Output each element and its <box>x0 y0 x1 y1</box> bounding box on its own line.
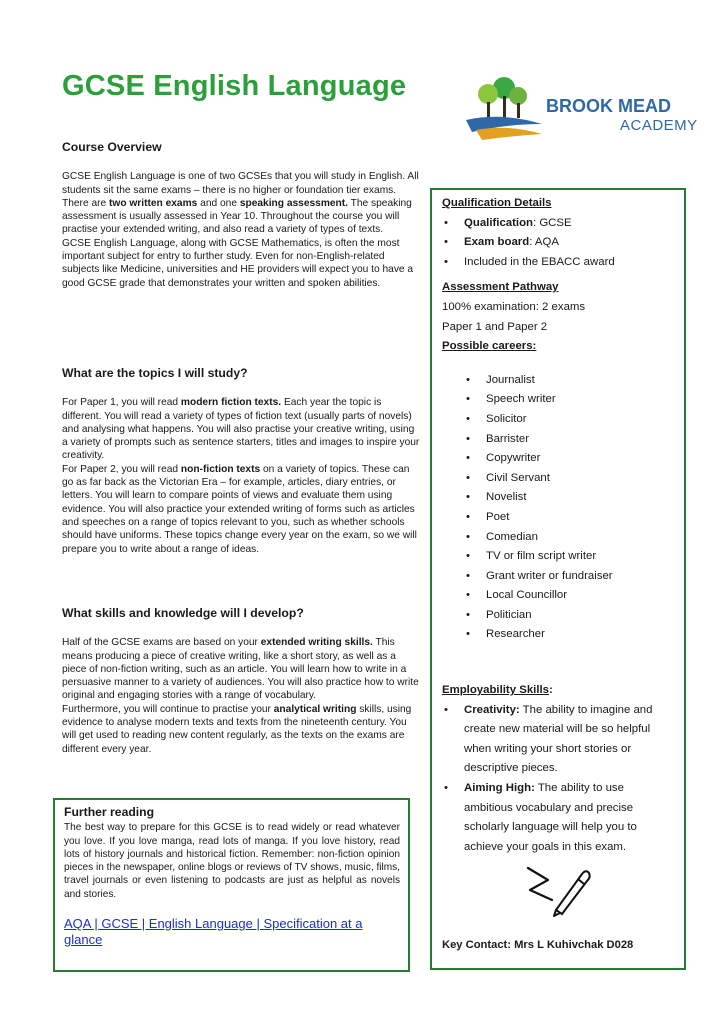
section-heading: What skills and knowledge will I develop? <box>62 606 304 620</box>
employability-list <box>442 701 684 858</box>
section-heading: Course Overview <box>62 140 162 154</box>
list-item: • Aiming High: The ability to use ambitious vocabulary and precise scholarly language will help you to achieve your goals in this exam. <box>442 779 672 857</box>
list-item: • Journalist <box>464 371 684 391</box>
careers-list <box>442 371 684 645</box>
page-title: GCSE English Language <box>62 70 407 102</box>
paragraph: GCSE English Language, along with GCSE Mathematics, is often the most important subject for entry to further study. Even for non-English-related subjects like Medicine, universities and HE providers will expect you to have a good GCSE grade that demonstrates your written and spoken abilities. <box>62 237 414 289</box>
paragraph: There are two written exams and one speaking assessment. The speaking assessment is usually assessed in Year 10. Throughout the course you will practise your extended writing, and also read a variety of types of texts. <box>62 197 412 236</box>
section-heading: What are the topics I will study? <box>62 366 248 380</box>
topics-section <box>62 367 420 556</box>
list-item: • Poet <box>464 508 684 528</box>
list-item: • Barrister <box>464 430 684 450</box>
careers-heading: Possible careers: <box>442 340 537 353</box>
employability-heading: Employability Skills: <box>442 684 553 697</box>
list-item: • Exam board: AQA <box>442 233 684 253</box>
list-item: • Copywriter <box>464 449 684 469</box>
list-item: • Comedian <box>464 528 684 548</box>
school-logo <box>462 74 702 144</box>
further-reading-heading: Further reading <box>64 805 155 819</box>
list-item: • TV or film script writer <box>464 547 684 567</box>
further-reading-box <box>53 798 410 972</box>
tree-logo-icon <box>462 74 546 144</box>
qualification-heading: Qualification Details <box>442 197 552 209</box>
list-item: • Creativity: The ability to imagine and create new material will be so helpful when writing your short stories or descriptive pieces. <box>442 701 672 779</box>
list-item: • Local Councillor <box>464 586 684 606</box>
assessment-line: Paper 1 and Paper 2 <box>442 320 548 333</box>
pen-writing-icon <box>522 860 592 918</box>
paragraph: For Paper 1, you will read modern fiction texts. Each year the topic is different. You will read a variety of types of fiction text (usually parts of novels) and analysing what happens. You will also practise your creative writing, using a variety of prompts such as sentence starters, titles and images to inspire your creativity. <box>62 397 420 462</box>
assessment-heading: Assessment Pathway <box>442 281 559 294</box>
list-item: • Politician <box>464 606 684 626</box>
details-sidebar <box>430 188 686 970</box>
list-item: • Researcher <box>464 625 684 645</box>
paragraph: Furthermore, you will continue to practise your analytical writing skills, using evidence to analyse modern texts and texts from the nineteenth century. You will get used to reading new content regularly, as the texts on the exams are different every year. <box>62 703 412 755</box>
logo-subtitle: ACADEMY <box>620 117 698 134</box>
specification-link[interactable]: AQA | GCSE | English Language | Specification at a glance <box>64 916 363 948</box>
list-item: • Civil Servant <box>464 469 684 489</box>
assessment-line: 100% examination: 2 exams <box>442 300 586 313</box>
list-item: • Qualification: GCSE <box>442 214 684 234</box>
paragraph: For Paper 2, you will read non-fiction texts on a variety of topics. These can go as far back as the Victorian Era – for example, articles, diary entries, or letters. You will learn to compare points of views and evaluate them using evidence. You will also practice your extended writing of forms such as articles and speeches on a range of topics relevant to you, such as whether schools should have uniforms. These topics change every year on the exam, so we will prepare you to write about a range of ideas. <box>62 463 417 555</box>
key-contact: Key Contact: Mrs L Kuhivchak D028 <box>442 939 634 952</box>
list-item: • Grant writer or fundraiser <box>464 567 684 587</box>
list-item: • Novelist <box>464 488 684 508</box>
paragraph: GCSE English Language is one of two GCSEs that you will study in English. All students sit the same exams – there is no higher or foundation tier exams. <box>62 171 419 196</box>
list-item: • Included in the EBACC award <box>442 253 684 273</box>
logo-name: BROOK MEAD <box>546 96 671 116</box>
list-item: • Speech writer <box>464 390 684 410</box>
list-item: • Solicitor <box>464 410 684 430</box>
qualification-list <box>442 214 684 273</box>
paragraph: Half of the GCSE exams are based on your extended writing skills. This means producing a piece of creative writing, like a short story, as well as a piece of non-fiction writing, such as an article. You will learn how to write in a persuasive manner to a variety of audiences. You will also practice how to write original and engaging stories with a range of vocabulary. <box>62 637 419 702</box>
course-overview-section <box>62 141 420 290</box>
further-reading-body: The best way to prepare for this GCSE is to read widely or read whatever you love. If you love manga, read lots of manga. If you love history, read lots of history journals and historical fiction. Remember: non-fiction opinion pieces in the newspaper, online blogs or reviews of TV shows, music, films, travel journals or even listening to podcasts are just as helpful as novels and stories. <box>64 822 400 900</box>
skills-section <box>62 607 420 756</box>
